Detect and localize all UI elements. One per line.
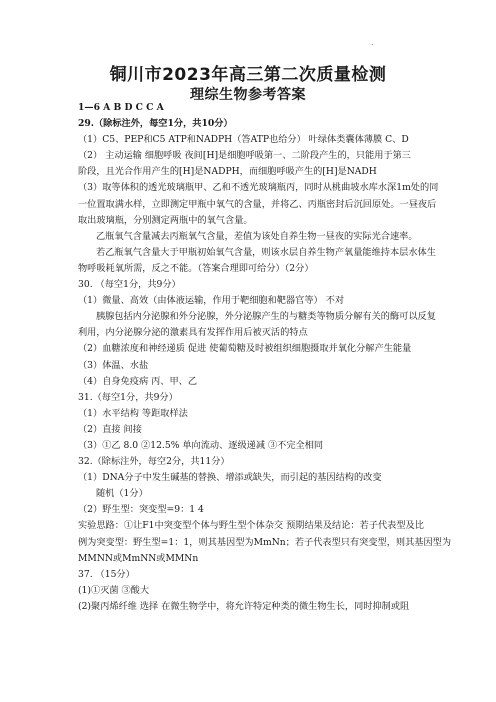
answer-line: （3）取等体积的透光玻璃瓶甲、乙和不透光玻璃瓶丙，同时从桃曲坡水库水深1m处的同	[78, 182, 439, 194]
answer-line: MMNN或MmNN或MMNn	[78, 552, 199, 564]
answer-line: （2） 主动运输 细胞呼吸 夜间[H]是细胞呼吸第一、二阶段产生的，只能用于第三	[78, 150, 411, 162]
answer-line: 30. （每空1分，共9分）	[78, 279, 181, 291]
answer-line: 一位置取满水样，立即测定甲瓶中氧气的含量，并将乙、丙瓶密封后沉回原处。一昼夜后	[78, 198, 437, 210]
answer-line: 37. （15分）	[78, 568, 135, 580]
answer-line: 阶段，且光合作用产生的[H]是NADPH，而细胞呼吸产生的[H]是NADH	[78, 166, 377, 178]
answer-line: （1）C5、PEP和C5 ATP和NADPH（答ATP也给分） 叶绿体类囊体薄膜 C、D	[78, 134, 409, 146]
corner-mark: .	[371, 38, 374, 47]
answer-line: 利用，内分泌腺分泌的激素具有发挥作用后被灭活的特点	[78, 327, 308, 339]
answer-body	[78, 100, 458, 615]
answer-line: 实验思路：①让F1中突变型个体与野生型个体杂交 预期结果及结论：若子代表型及比	[78, 520, 424, 532]
answer-line: 31.（每空1分，共9分）	[78, 391, 178, 403]
answer-line: （2）血糖浓度和神经递质 促进 使葡萄糖及时被组织细胞摄取并氧化分解产生能量	[78, 343, 412, 355]
answer-line: 随机（1分）	[96, 488, 148, 500]
answer-line: （1）微量、高效（由体液运输，作用于靶细胞和靶器官等） 不对	[78, 295, 345, 307]
answer-line: 32.（除标注外，每空2分，共11分）	[78, 456, 230, 468]
answer-line: 1—6 A B D C C A	[78, 102, 164, 113]
answer-line: 例为突变型：野生型=1：1，则其基因型为MmNn；若子代表型只有突变型，则其基因型为	[78, 536, 452, 548]
answer-line: （2）野生型：突变型=9：1 4	[78, 504, 204, 516]
answer-line: 若乙瓶氧气含量大于甲瓶初始氧气含量，则该水层自养生物产氧量能维持本层水体生	[96, 246, 436, 258]
page-subtitle: 理综生物参考答案	[190, 87, 306, 103]
answer-line: 物呼吸耗氧所需，反之不能。（答案合理即可给分）（2分）	[78, 262, 314, 274]
answer-line: （2）直接 间接	[78, 423, 142, 435]
answer-line: （3）①乙 8.0 ②12.5% 单向流动、逐级递减 ③不完全相同	[78, 439, 324, 451]
answer-line: 29.（除标注外，每空1分，共10分）	[78, 118, 233, 130]
answer-line: 胰腺包括内分泌腺和外分泌腺，外分泌腺产生的与糖类等物质分解有关的酶可以反复	[96, 311, 436, 323]
answer-line: (1)①灭菌 ③酸大	[78, 584, 150, 596]
answer-line: 取出玻璃瓶，分别测定两瓶中的氧气含量。	[78, 214, 253, 226]
answer-line: （4）自身免疫病 丙、甲、乙	[78, 375, 198, 387]
page-title: 铜川市2023年高三第二次质量检测	[109, 65, 387, 85]
answer-line: （1）DNA分子中发生碱基的替换、增添或缺失，而引起的基因结构的改变	[78, 472, 382, 484]
answer-line: （1）水平结构 等距取样法	[78, 407, 188, 419]
answer-line: （3）体温、水盐	[78, 359, 149, 371]
answer-line: 乙瓶氧气含量减去丙瓶氧气含量，差值为该处自养生物一昼夜的实际光合速率。	[96, 230, 418, 242]
answer-line: (2)聚丙烯纤维 选择 在微生物学中，将允许特定种类的微生物生长，同时抑制或阻	[78, 600, 410, 612]
